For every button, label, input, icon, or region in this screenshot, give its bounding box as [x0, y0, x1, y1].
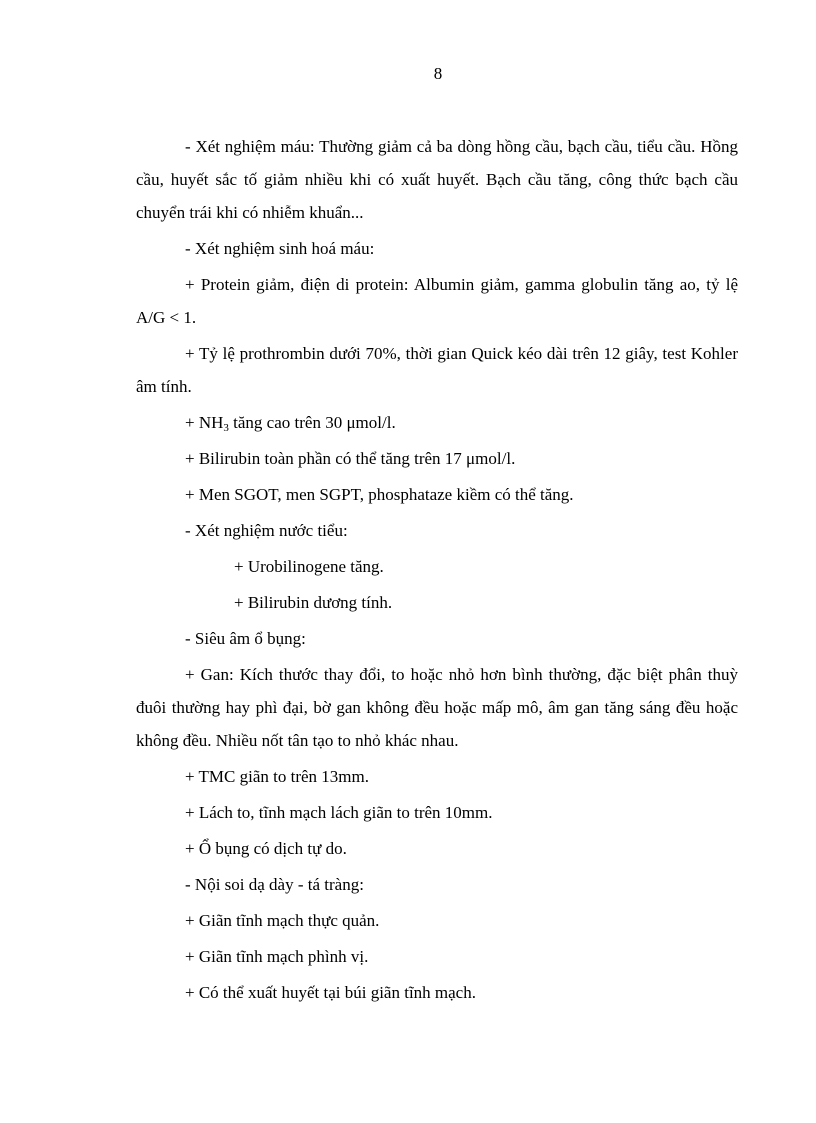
- nh3-prefix: + NH: [185, 413, 224, 432]
- paragraph-endoscopy-heading: - Nội soi dạ dày - tá tràng:: [185, 875, 364, 894]
- paragraph-nh3: [136, 406, 738, 439]
- paragraph-ultrasound-heading: - Siêu âm ổ bụng:: [185, 629, 306, 648]
- paragraph-biochem-heading: - Xét nghiệm sinh hoá máu:: [185, 239, 375, 258]
- paragraph-liver: + Gan: Kích thước thay đổi, to hoặc nhỏ hơn bình thường, đặc biệt phân thuỳ đuôi thường hay phì đại, bờ gan không đều hoặc mấp mô, âm gan tăng sáng đều hoặc không đều. Nhiều nốt tân tạo to nhỏ khác nhau.: [136, 665, 738, 750]
- paragraph-bilirubin-total: + Bilirubin toàn phần có thể tăng trên 17 μmol/l.: [185, 449, 516, 468]
- paragraph-tmc: + TMC giãn to trên 13mm.: [185, 767, 369, 786]
- document-body: [136, 130, 738, 1012]
- nh3-suffix: tăng cao trên 30 μmol/l.: [228, 413, 396, 432]
- paragraph-blood-test: - Xét nghiệm máu: Thường giảm cả ba dòng hồng cầu, bạch cầu, tiểu cầu. Hồng cầu, huyết sắc tố giảm nhiều khi có xuất huyết. Bạch cầu tăng, công thức bạch cầu chuyển trái khi có nhiễm khuẩn...: [136, 137, 738, 222]
- paragraph-prothrombin: + Tỷ lệ prothrombin dưới 70%, thời gian Quick kéo dài trên 12 giây, test Kohler âm tính.: [136, 344, 738, 396]
- paragraph-bilirubin-urine: + Bilirubin dương tính.: [234, 593, 393, 612]
- paragraph-urine-heading: - Xét nghiệm nước tiểu:: [185, 521, 348, 540]
- paragraph-esophageal-varices: + Giãn tĩnh mạch thực quản.: [185, 911, 380, 930]
- page-number: 8: [433, 64, 443, 83]
- paragraph-urobilinogene: + Urobilinogene tăng.: [234, 557, 384, 576]
- paragraph-spleen: + Lách to, tĩnh mạch lách giãn to trên 10mm.: [185, 803, 493, 822]
- paragraph-enzymes: + Men SGOT, men SGPT, phosphataze kiềm có thể tăng.: [185, 485, 574, 504]
- paragraph-protein: + Protein giảm, điện di protein: Albumin giảm, gamma globulin tăng ao, tỷ lệ A/G < 1.: [136, 275, 738, 327]
- paragraph-gastric-varices: + Giãn tĩnh mạch phình vị.: [185, 947, 369, 966]
- paragraph-bleeding: + Có thể xuất huyết tại búi giãn tĩnh mạch.: [185, 983, 476, 1002]
- nh3-subscript: 3: [223, 422, 229, 434]
- paragraph-ascites: + Ổ bụng có dịch tự do.: [185, 839, 347, 858]
